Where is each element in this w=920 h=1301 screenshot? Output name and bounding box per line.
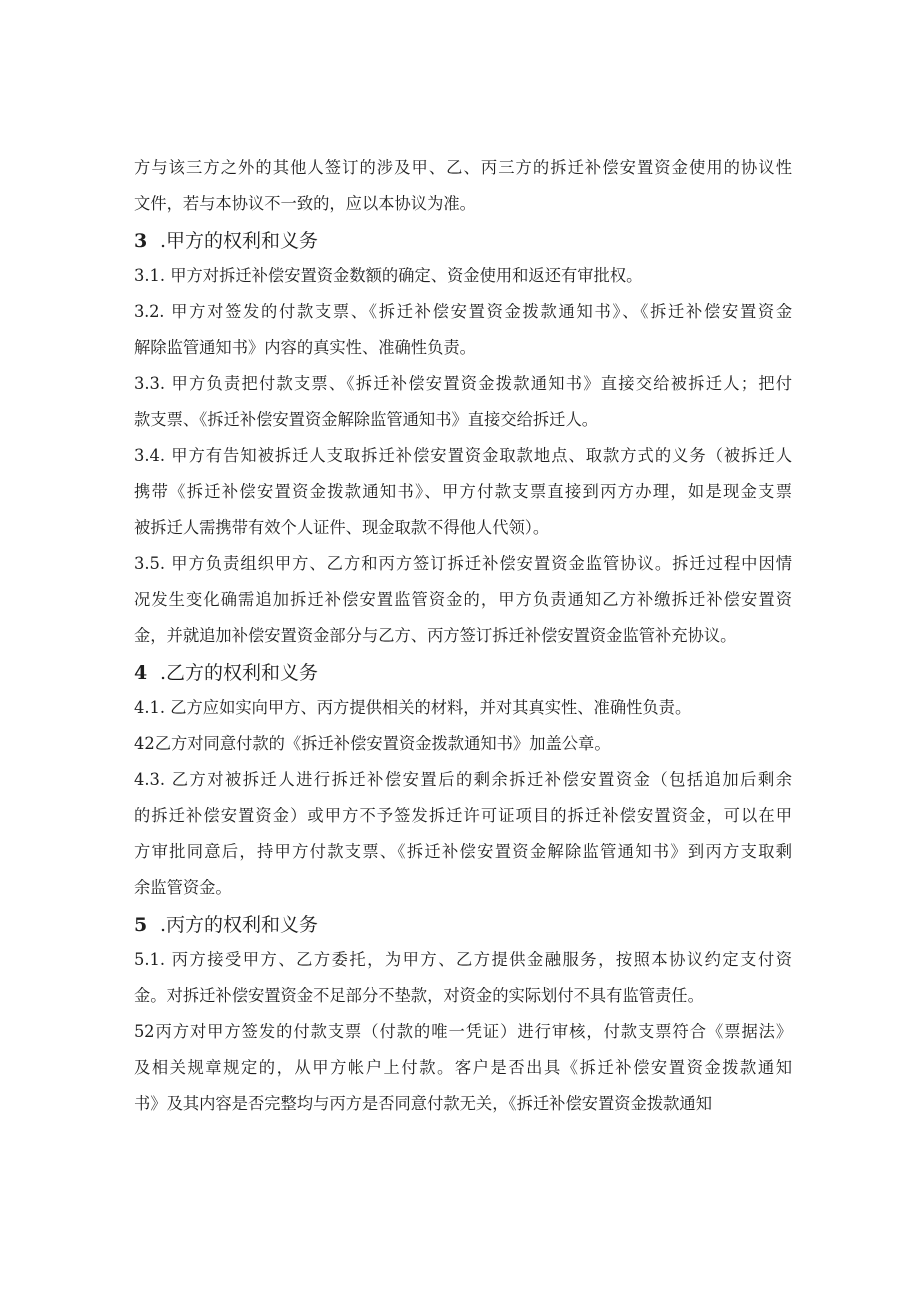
- clause-3-4: [134, 438, 792, 546]
- section-heading-4: [134, 660, 792, 686]
- text-line: 况发生变化确需追加拆迁补偿安置监管资金的，甲方负责通知乙方补缴拆迁补偿安置资: [134, 590, 792, 609]
- section-number: 3: [134, 230, 148, 252]
- text-line: 书》及其内容是否完整均与丙方是否同意付款无关，《拆迁补偿安置资金拨款通知: [134, 1094, 712, 1113]
- section-heading-3: [134, 228, 792, 254]
- clause-4-3: [134, 762, 792, 906]
- text-line: 3.4. 甲方有告知被拆迁人支取拆迁补偿安置资金取款地点、取款方式的义务（被拆迁人: [134, 446, 792, 465]
- text-line: 3.3. 甲方负责把付款支票、《拆迁补偿安置资金拨款通知书》直接交给被拆迁人；把付: [134, 374, 792, 393]
- text-line: 金，并就追加补偿安置资金部分与乙方、丙方签订拆迁补偿安置资金监管补充协议。: [134, 626, 737, 645]
- text-line: 被拆迁人需携带有效个人证件、现金取款不得他人代领）。: [134, 518, 550, 537]
- section-number: 5: [134, 914, 148, 936]
- section-title: .甲方的权利和义务: [160, 230, 319, 252]
- text-line: 及相关规章规定的，从甲方帐户上付款。客户是否出具《拆迁补偿安置资金拨款通知: [134, 1058, 792, 1077]
- intro-paragraph: [134, 150, 792, 222]
- text-line: 52丙方对甲方签发的付款支票（付款的唯一凭证）进行审核，付款支票符合《票据法》: [134, 1022, 792, 1041]
- text-line: 携带《拆迁补偿安置资金拨款通知书》、甲方付款支票直接到丙方办理，如是现金支票: [134, 482, 792, 501]
- text-line: 4.3. 乙方对被拆迁人进行拆迁补偿安置后的剩余拆迁补偿安置资金（包括追加后剩余: [134, 770, 792, 789]
- section-number: 4: [134, 662, 148, 684]
- section-title: .丙方的权利和义务: [160, 914, 319, 936]
- text-line: 款支票、《拆迁补偿安置资金解除监管通知书》直接交给拆迁人。: [134, 410, 599, 429]
- clause-5-1: [134, 942, 792, 1014]
- text-line: 金。对拆迁补偿安置资金不足部分不垫款，对资金的实际划付不具有监管责任。: [134, 986, 704, 1005]
- clause-3-3: [134, 366, 792, 438]
- clause-4-1: [134, 690, 792, 726]
- text-line: 42乙方对同意付款的《拆迁补偿安置资金拨款通知书》加盖公章。: [134, 734, 611, 753]
- text-line: 方审批同意后，持甲方付款支票、《拆迁补偿安置资金解除监管通知书》到丙方支取剩: [134, 842, 792, 861]
- text-line: 4.1. 乙方应如实向甲方、丙方提供相关的材料，并对其真实性、准确性负责。: [134, 698, 692, 717]
- text-line: 3.2. 甲方对签发的付款支票、《拆迁补偿安置资金拨款通知书》、《拆迁补偿安置资金: [134, 302, 792, 321]
- text-line: 3.1. 甲方对拆迁补偿安置资金数额的确定、资金使用和返还有审批权。: [134, 266, 643, 285]
- clause-3-1: [134, 258, 792, 294]
- clause-3-2: [134, 294, 792, 366]
- text-line: 3.5. 甲方负责组织甲方、乙方和丙方签订拆迁补偿安置资金监管协议。拆迁过程中因情: [134, 554, 792, 573]
- text-line: 余监管资金。: [134, 878, 232, 897]
- clause-4-2: [134, 726, 792, 762]
- text-line: 解除监管通知书》内容的真实性、准确性负责。: [134, 338, 476, 357]
- section-heading-5: [134, 912, 792, 938]
- text-line: 方与该三方之外的其他人签订的涉及甲、乙、丙三方的拆迁补偿安置资金使用的协议性: [134, 158, 792, 177]
- text-line: 文件，若与本协议不一致的，应以本协议为准。: [134, 194, 476, 213]
- clause-3-5: [134, 546, 792, 654]
- section-title: .乙方的权利和义务: [160, 662, 319, 684]
- text-line: 的拆迁补偿安置资金）或甲方不予签发拆迁许可证项目的拆迁补偿安置资金，可以在甲: [134, 806, 792, 825]
- text-line: 5.1. 丙方接受甲方、乙方委托，为甲方、乙方提供金融服务，按照本协议约定支付资: [134, 950, 792, 969]
- clause-5-2: [134, 1014, 792, 1122]
